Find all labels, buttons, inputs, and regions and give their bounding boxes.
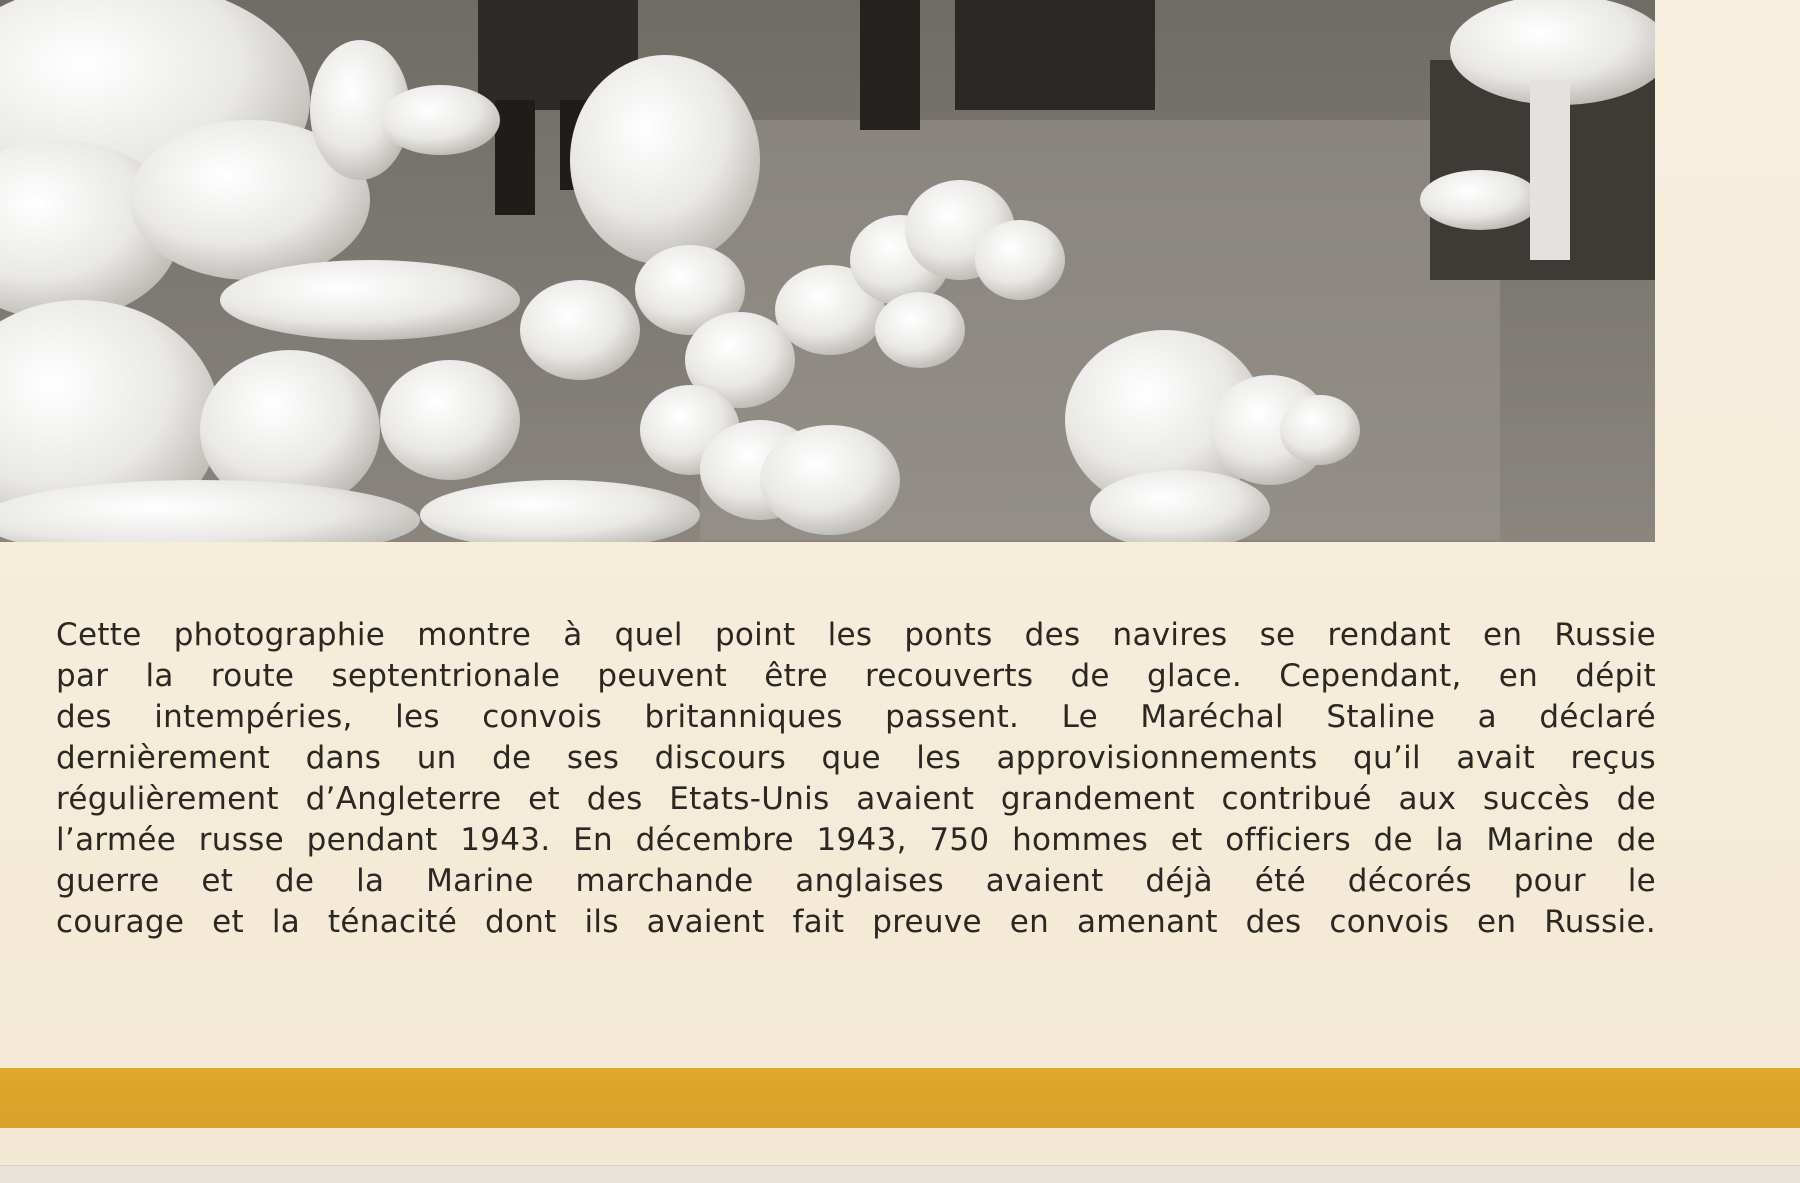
- caption-line: Cette photographie montre à quel point les ponts des navires se rendant en Russie: [56, 617, 1656, 653]
- caption-line: régulièrement d’Angleterre et des Etats-Unis avaient grandement contribué aux succès de: [56, 781, 1656, 817]
- photo-caption: [56, 615, 1656, 943]
- caption-line: l’armée russe pendant 1943. En décembre 1943, 750 hommes et officiers de la Marine de: [56, 822, 1656, 858]
- photo-illustration: [0, 0, 1655, 542]
- caption-line: courage et la ténacité dont ils avaient fait preuve en amenant des convois en Russie.: [56, 904, 1656, 940]
- paper-edge: [0, 1165, 1800, 1183]
- ochre-stripe: [0, 1068, 1800, 1128]
- caption-line: par la route septentrionale peuvent être recouverts de glace. Cependant, en dépit: [56, 658, 1656, 694]
- caption-line: des intempéries, les convois britanniques passent. Le Maréchal Staline a déclaré: [56, 699, 1656, 735]
- caption-line: guerre et de la Marine marchande anglaises avaient déjà été décorés pour le: [56, 863, 1656, 899]
- caption-line: dernièrement dans un de ses discours que les approvisionnements qu’il avait reçus: [56, 740, 1656, 776]
- ship-deck-photograph: [0, 0, 1655, 542]
